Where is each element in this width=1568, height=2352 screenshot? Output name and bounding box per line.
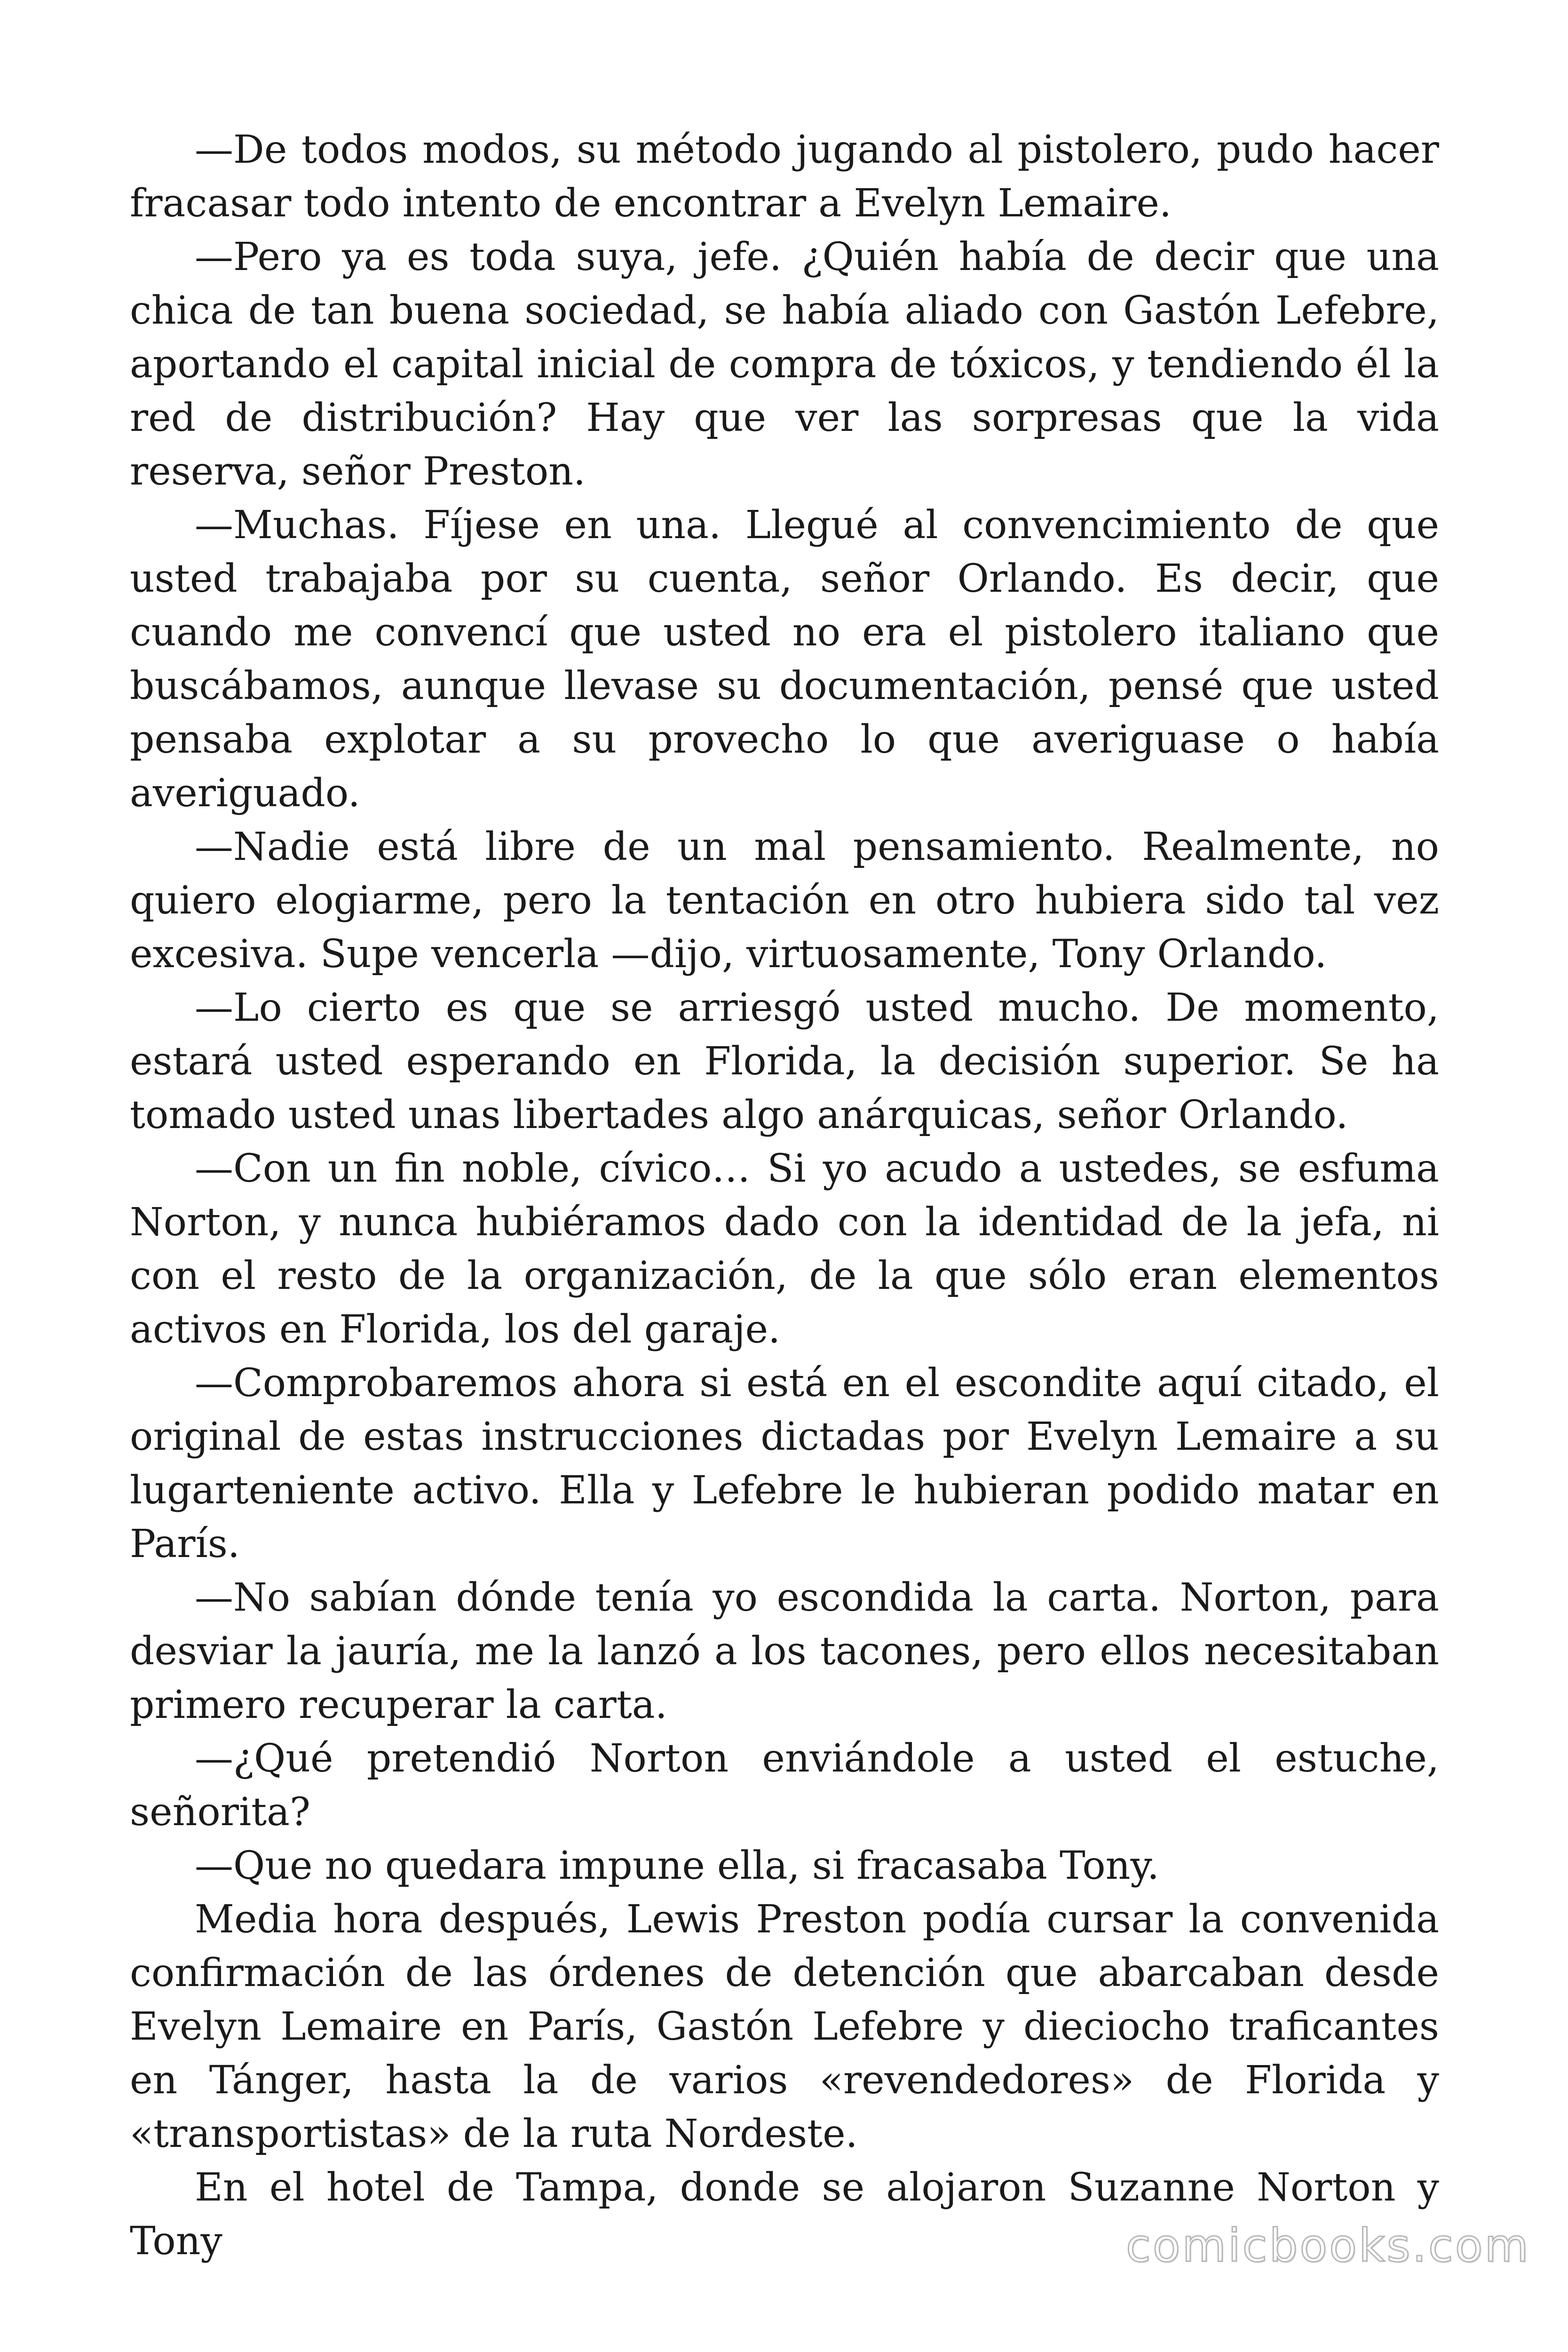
paragraph-2: —Pero ya es toda suya, jefe. ¿Quién había de decir que una chica de tan buena sociedad, se había aliado con Gastón Lefebre, aportando el capital inicial de compra de tóxicos, y tendiendo él la red de distribución? Hay que ver las sorpresas que la vida reserva, señor Preston. — [130, 235, 1439, 494]
paragraph-10: —Que no quedara impune ella, si fracasaba Tony. — [195, 1843, 1159, 1888]
paragraph-6: —Con un fin noble, cívico… Si yo acudo a ustedes, se esfuma Norton, y nunca hubiéramos dado con la identidad de la jefa, ni con el resto de la organización, de la que sólo eran elementos activos en Florida, los del garaje. — [130, 1146, 1439, 1352]
paragraph-5: —Lo cierto es que se arriesgó usted mucho. De momento, estará usted esperando en Florida, la decisión superior. Se ha tomado usted unas libertades algo anárquicas, señor Orlando. — [130, 985, 1439, 1137]
paragraph-1: —De todos modos, su método jugando al pistolero, pudo hacer fracasar todo intento de encontrar a Evelyn Lemaire. — [130, 127, 1439, 226]
body-text — [130, 123, 1439, 2268]
paragraph-7: —Comprobaremos ahora si está en el escondite aquí citado, el original de estas instrucciones dictadas por Evelyn Lemaire a su lugarteniente activo. Ella y Lefebre le hubieran podido matar en París. — [130, 1361, 1439, 1566]
paragraph-12: En el hotel de Tampa, donde se alojaron Suzanne Norton y Tony — [130, 2165, 1439, 2264]
paragraph-4: —Nadie está libre de un mal pensamiento. Realmente, no quiero elogiarme, pero la tentación en otro hubiera sido tal vez excesiva. Supe vencerla —dijo, virtuosamente, Tony Orlando. — [130, 825, 1439, 977]
watermark: comicbooks.com — [1125, 2219, 1530, 2272]
paragraph-9: —¿Qué pretendió Norton enviándole a usted el estuche, señorita? — [130, 1736, 1439, 1835]
paragraph-3: —Muchas. Fíjese en una. Llegué al convencimiento de que usted trabajaba por su cuenta, señor Orlando. Es decir, que cuando me convencí que usted no era el pistolero italiano que buscábamos, aunque llevase su documentación, pensé que usted pensaba explotar a su provecho lo que averiguase o había averiguado. — [130, 503, 1439, 816]
paragraph-11: Media hora después, Lewis Preston podía cursar la convenida confirmación de las órdenes de detención que abarcaban desde Evelyn Lemaire en París, Gastón Lefebre y dieciocho traficantes en Tánger, hasta la de varios «revendedores» de Florida y «transportistas» de la ruta Nordeste. — [130, 1897, 1439, 2156]
paragraph-8: —No sabían dónde tenía yo escondida la carta. Norton, para desviar la jauría, me la lanzó a los tacones, pero ellos necesitaban primero recuperar la carta. — [130, 1575, 1439, 1727]
